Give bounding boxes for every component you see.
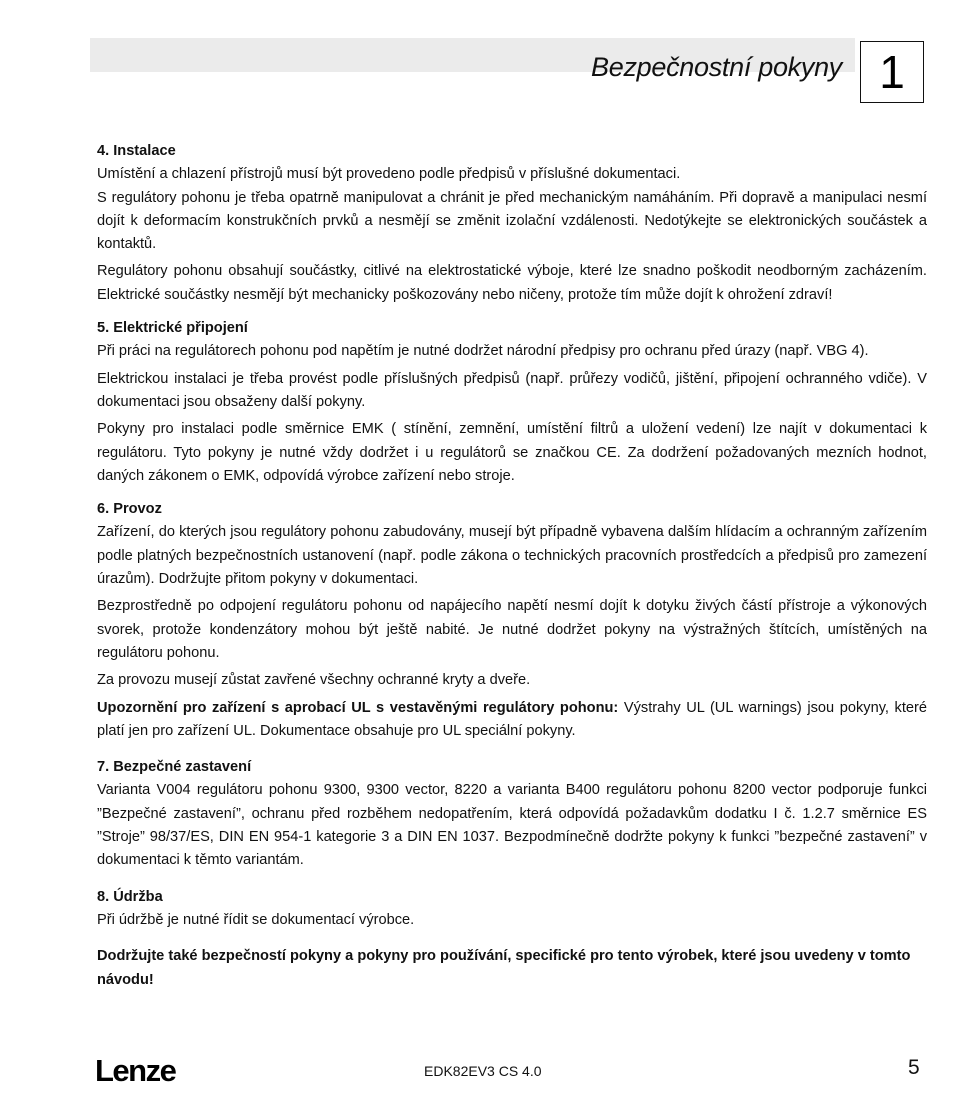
ul-notice xyxy=(97,697,927,744)
ul-notice-text: Výstrahy UL (UL warnings) jsou pokyny, které platí jen pro zařízení UL. Dokumentace obsahuje pro UL speciální pokyny. xyxy=(97,699,927,739)
paragraph: Umístění a chlazení přístrojů musí být provedeno podle předpisů v příslušné dokumentaci. xyxy=(97,166,681,183)
document-body xyxy=(97,140,927,992)
paragraph: Varianta V004 regulátoru pohonu 9300, 9300 vector, 8220 a varianta B400 regulátoru pohonu 8200 vector podporuje funkci ”Bezpečné zastavení”, ochranu před rozběhem nedopatřením, která odpovídá požadavkům dodatku I č. 1.2.7 směrnice ES ”Stroje” 98/37/ES, DIN EN 954-1 kategorie 3 a DIN EN 1037. Bezpodmínečně dodržte pokyny k funkci ”bezpečné zastavení” v dokumentaci k těmto variantám. xyxy=(97,782,927,869)
section-heading-operation: 6. Provoz xyxy=(97,501,162,518)
paragraph: S regulátory pohonu je třeba opatrně manipulovat a chránit je před mechanickým namáháním. Při dopravě a manipulaci nesmí dojít k deformacím konstrukčních prvků a nesmějí se změnit izolační vzdálenosti. Nedotýkejte se elektronických součástek a kontaktů. xyxy=(97,189,927,253)
document-code: EDK82EV3 CS 4.0 xyxy=(424,1063,542,1079)
paragraph: Elektrickou instalaci je třeba provést podle příslušných předpisů (např. průřezy vodičů, jištění, připojení ochranného vdiče). V dokumentaci jsou obsaženy další pokyny. xyxy=(97,370,927,410)
closing-notice: Dodržujte také bezpečností pokyny a pokyny pro používání, specifické pro tento výrobek, které jsou uvedeny v tomto návodu! xyxy=(97,948,911,988)
paragraph: Regulátory pohonu obsahují součástky, citlivé na elektrostatické výboje, které lze snadno poškodit neodborným zacházením. Elektrické součástky nesmějí být mechanicky poškozovány nebo ničeny, protože tím může dojít k ohrožení zdraví! xyxy=(97,263,927,303)
section-heading-installation: 4. Instalace xyxy=(97,143,176,159)
lenze-logo: Lenze xyxy=(95,1053,176,1088)
chapter-number: 1 xyxy=(860,41,924,103)
ul-notice-label: Upozornění pro zařízení s aprobací UL s vestavěnými regulátory pohonu: xyxy=(97,699,619,716)
section-heading-maintenance: 8. Údržba xyxy=(97,888,163,905)
page-number: 5 xyxy=(908,1056,920,1079)
page-title: Bezpečnostní pokyny xyxy=(591,52,842,82)
section-heading-safe-stop: 7. Bezpečné zastavení xyxy=(97,759,252,776)
paragraph: Zařízení, do kterých jsou regulátory pohonu zabudovány, musejí být případně vybavena dalším hlídacím a ochranným zařízením podle platných bezpečnostních ustanovení (např. podle zákona o technických pracovních prostředcích a předpisů pro zamezení úrazům). Dodržujte přitom pokyny v dokumentaci. xyxy=(97,524,927,588)
paragraph: Za provozu musejí zůstat zavřené všechny ochranné kryty a dveře. xyxy=(97,672,531,689)
paragraph: Bezprostředně po odpojení regulátoru pohonu od napájecího napětí nesmí dojít k dotyku živých částí přístroje a výkonových svorek, protože kondenzátory mohou být ještě nabité. Je nutné dodržet pokyny na výstražných štítcích, umístěných na regulátoru pohonu. xyxy=(97,598,927,661)
paragraph: Při údržbě je nutné řídit se dokumentací výrobce. xyxy=(97,911,415,928)
section-heading-electrical: 5. Elektrické připojení xyxy=(97,320,248,337)
paragraph: Pokyny pro instalaci podle směrnice EMK ( stínění, zemnění, umístění filtrů a uložení vedení) lze najít v dokumentaci k regulátoru. Tyto pokyny je nutné vždy dodržet i u regulátorů se značkou CE. Za dodržení požadovaných mezních hodnot, daných zákonem o EMK, odpovídá výrobce zařízení nebo stroje. xyxy=(97,421,927,484)
paragraph: Při práci na regulátorech pohonu pod napětím je nutné dodržet národní předpisy pro ochranu před úrazy (např. VBG 4). xyxy=(97,343,869,360)
